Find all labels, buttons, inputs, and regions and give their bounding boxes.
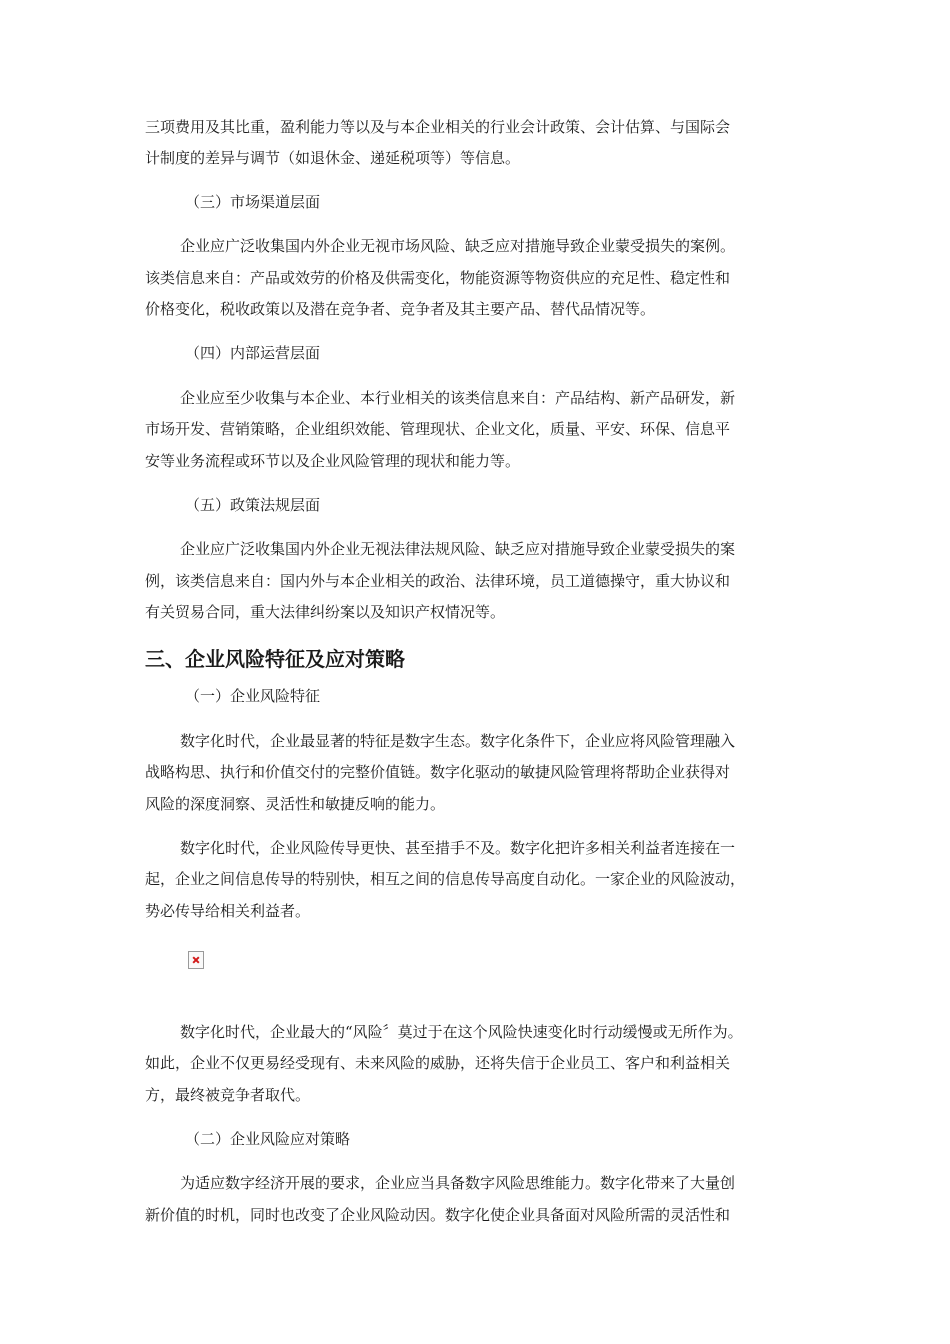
paragraph-line: 市场开发、营销策略，企业组织效能、管理现状、企业文化，质量、平安、环保、信息平 [145,420,731,438]
subsection-heading: （二）企业风险应对策略 [185,1130,351,1148]
paragraph-line: 为适应数字经济开展的要求，企业应当具备数字风险思维能力。数字化带来了大量创 [180,1174,736,1192]
paragraph-line: 如此，企业不仅更易经受现有、未来风险的威胁，还将失信于企业员工、客户和利益相关 [145,1054,731,1072]
paragraph-line: 方，最终被竞争者取代。 [145,1086,311,1104]
paragraph-line: 三项费用及其比重，盈利能力等以及与本企业相关的行业会计政策、会计估算、与国际会 [145,118,731,136]
paragraph-line: 战略构思、执行和价值交付的完整价值链。数字化驱动的敏捷风险管理将帮助企业获得对 [145,763,731,781]
paragraph-line: 有关贸易合同，重大法律纠纷案以及知识产权情况等。 [145,603,506,621]
paragraph-line: 数字化时代，企业最显著的特征是数字生态。数字化条件下，企业应将风险管理融入 [180,732,736,750]
broken-image-icon [188,951,204,969]
paragraph-line: 安等业务流程或环节以及企业风险管理的现状和能力等。 [145,452,521,470]
paragraph-line: 风险的深度洞察、灵活性和敏捷反响的能力。 [145,795,446,813]
subsection-heading: （三）市场渠道层面 [185,193,321,211]
subsection-heading: （五）政策法规层面 [185,496,321,514]
paragraph-line: 该类信息来自：产品或效劳的价格及供需变化，物能资源等物资供应的充足性、稳定性和 [145,269,731,287]
paragraph-line: 势必传导给相关利益者。 [145,902,311,920]
paragraph-line: 企业应广泛收集国内外企业无视市场风险、缺乏应对措施导致企业蒙受损失的案例。 [180,237,736,255]
paragraph-line: 价格变化，税收政策以及潜在竞争者、竞争者及其主要产品、替代品情况等。 [145,300,656,318]
paragraph-line: 数字化时代，企业最大的“风险〞莫过于在这个风险快速变化时行动缓慢或无所作为。 [180,1023,743,1041]
paragraph-line: 企业应广泛收集国内外企业无视法律法规风险、缺乏应对措施导致企业蒙受损失的案 [180,540,736,558]
subsection-heading: （四）内部运营层面 [185,344,321,362]
subsection-heading: （一）企业风险特征 [185,687,321,705]
paragraph-line: 例，该类信息来自：国内外与本企业相关的政治、法律环境，员工道德操守，重大协议和 [145,572,731,590]
paragraph-line: 企业应至少收集与本企业、本行业相关的该类信息来自：产品结构、新产品研发，新 [180,389,736,407]
section-heading: 三、企业风险特征及应对策略 [145,647,405,671]
paragraph-line: 计制度的差异与调节（如退休金、递延税项等）等信息。 [145,149,521,167]
paragraph-line: 起，企业之间信息传导的特别快，相互之间的信息传导高度自动化。一家企业的风险波动， [145,870,746,888]
paragraph-line: 新价值的时机，同时也改变了企业风险动因。数字化使企业具备面对风险所需的灵活性和 [145,1206,731,1224]
paragraph-line: 数字化时代，企业风险传导更快、甚至措手不及。数字化把许多相关利益者连接在一 [180,839,736,857]
